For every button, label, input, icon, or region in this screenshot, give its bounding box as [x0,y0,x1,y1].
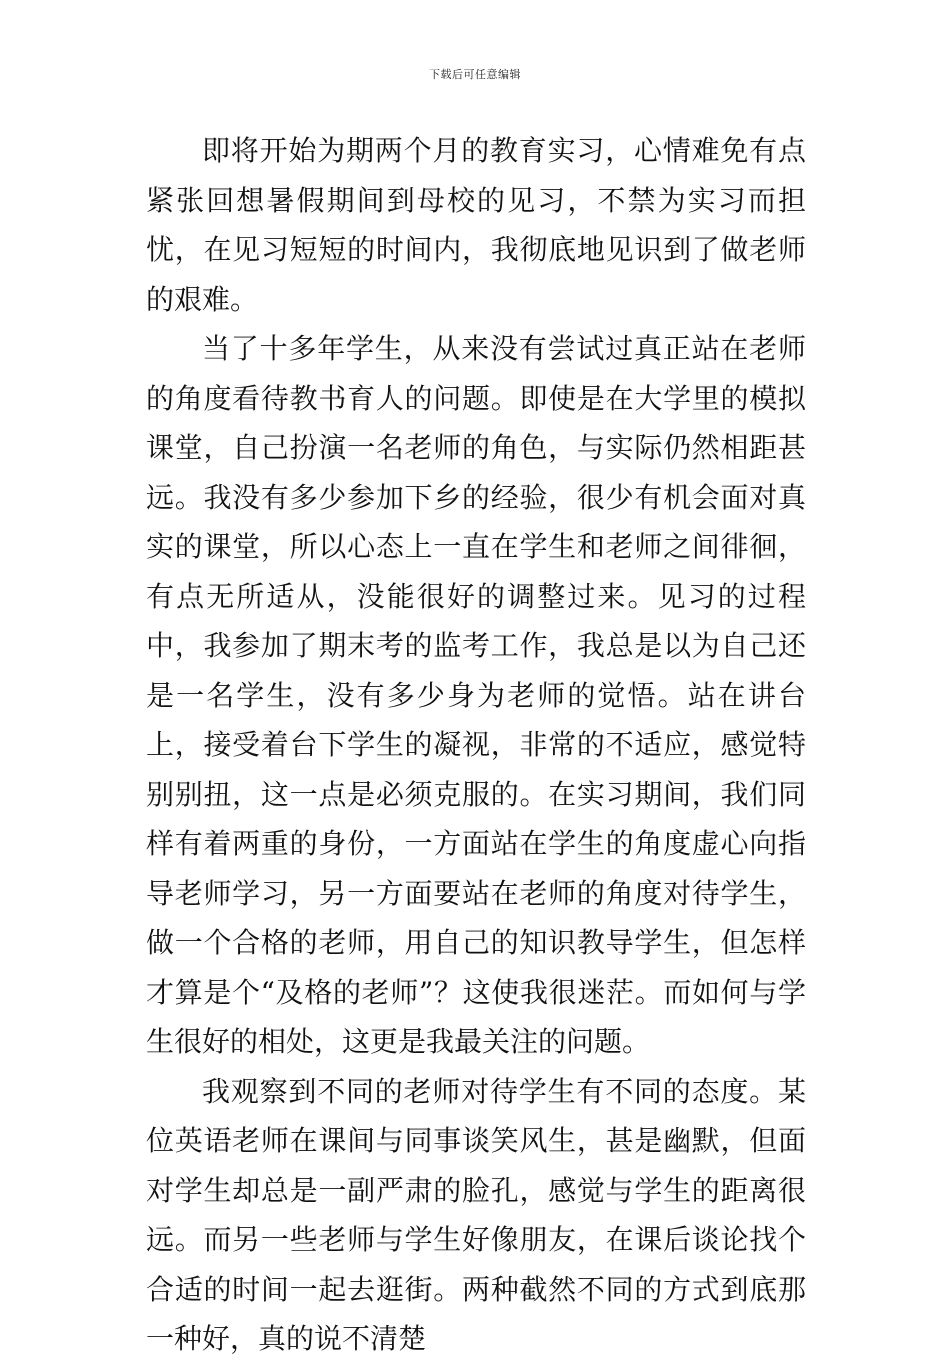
paragraph-3: 我观察到不同的老师对待学生有不同的态度。某位英语老师在课间与同事谈笑风生，甚是幽默，但面对学生却总是一副严肃的脸孔，感觉与学生的距离很远。而另一些老师与学生好像朋友，在课后谈论找个合适的时间一起去逛街。两种截然不同的方式到底那一种好，真的说不清楚 [146,1074,806,1355]
paragraph-1: 即将开始为期两个月的教育实习，心情难免有点紧张回想暑假期间到母校的见习，不禁为实习而担忧，在见习短短的时间内，我彻底地见识到了做老师的艰难。 [146,134,806,316]
paragraph-2: 当了十多年学生，从来没有尝试过真正站在老师的角度看待教书育人的问题。即使是在大学里的模拟课堂，自己扮演一名老师的角色，与实际仍然相距甚远。我没有多少参加下乡的经验，很少有机会面对真实的课堂，所以心态上一直在学生和老师之间徘徊，有点无所适从，没能很好的调整过来。见习的过程中，我参加了期末考的监考工作，我总是以为自己还是一名学生，没有多少身为老师的觉悟。站在讲台上，接受着台下学生的凝视，非常的不适应，感觉特别别扭，这一点是必须克服的。在实习期间，我们同样有着两重的身份，一方面站在学生的角度虚心向指导老师学习，另一方面要站在老师的角度对待学生，做一个合格的老师，用自己的知识教导学生，但怎样才算是个“及格的老师”？这使我很迷茫。而如何与学生很好的相处，这更是我最关注的问题。 [146,332,806,1058]
page-header: 下载后可任意编辑 [429,68,521,81]
document-body [146,126,806,1364]
